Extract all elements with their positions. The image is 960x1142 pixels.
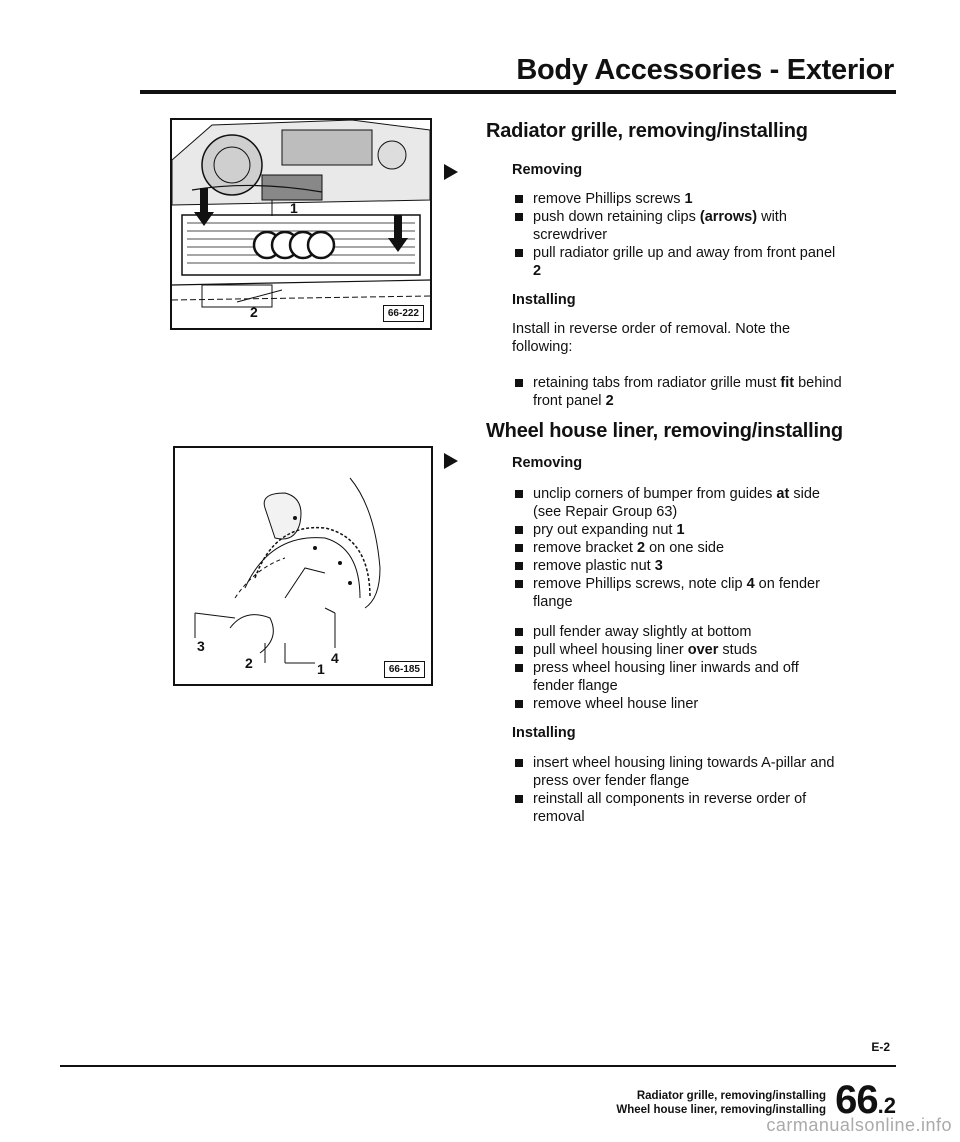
watermark: carmanualsonline.info xyxy=(766,1115,952,1135)
section2-removing-list-b xyxy=(513,623,843,713)
page-reference: E-2 xyxy=(871,1040,890,1054)
figure-pointer-arrow-2 xyxy=(444,453,458,469)
figure2-label-3: 3 xyxy=(197,638,205,654)
figure2-label-2: 2 xyxy=(245,655,253,671)
footer-line-2: Wheel house liner, removing/installing xyxy=(616,1104,826,1116)
section2-removing-heading: Removing xyxy=(512,455,583,471)
list-item: pull wheel housing liner over studs xyxy=(513,641,843,659)
list-item: remove wheel house liner xyxy=(513,695,843,713)
section1-installing-heading: Installing xyxy=(512,292,576,308)
figure-radiator-grille xyxy=(170,118,432,330)
figure1-label-1: 1 xyxy=(290,200,298,216)
radiator-grille-illustration xyxy=(172,120,430,328)
section2-installing-heading: Installing xyxy=(512,725,576,741)
list-item: pull radiator grille up and away from front panel 2 xyxy=(513,244,843,280)
figure2-label-4: 4 xyxy=(331,650,339,666)
list-item: remove plastic nut 3 xyxy=(513,557,843,575)
list-item: retaining tabs from radiator grille must fit behind front panel 2 xyxy=(513,374,843,410)
page-title: Body Accessories - Exterior xyxy=(516,54,894,86)
figure2-label-1: 1 xyxy=(317,661,325,677)
list-item: pry out expanding nut 1 xyxy=(513,521,843,539)
list-item: unclip corners of bumper from guides at side (see Repair Group 63) xyxy=(513,485,843,521)
figure-wheel-house-liner xyxy=(173,446,433,686)
header-rule xyxy=(140,90,896,94)
list-item: remove Phillips screws, note clip 4 on fender flange xyxy=(513,575,843,611)
figure1-label-2: 2 xyxy=(250,304,258,320)
list-item: reinstall all components in reverse order of removal xyxy=(513,790,843,826)
section2-removing-list-a xyxy=(513,485,843,611)
page-number-sub: .2 xyxy=(877,1093,896,1118)
figure-pointer-arrow-1 xyxy=(444,164,458,180)
page-number-main: 66 xyxy=(835,1078,878,1122)
footer-section-titles xyxy=(616,1089,826,1117)
list-item: push down retaining clips (arrows) with screwdriver xyxy=(513,208,843,244)
section2-title: Wheel house liner, removing/installing xyxy=(486,420,843,442)
section1-removing-list xyxy=(513,190,843,280)
list-item: remove Phillips screws 1 xyxy=(513,190,843,208)
footer-rule xyxy=(60,1065,896,1067)
list-item: press wheel housing liner inwards and off fender flange xyxy=(513,659,843,695)
section1-removing-heading: Removing xyxy=(512,162,583,178)
figure1-code: 66-222 xyxy=(383,305,424,322)
wheel-house-liner-illustration xyxy=(175,448,431,684)
footer-line-1: Radiator grille, removing/installing xyxy=(636,1090,826,1102)
figure2-code: 66-185 xyxy=(384,661,425,678)
section1-installing-text: Install in reverse order of removal. Note the following: xyxy=(512,321,791,355)
list-item: pull fender away slightly at bottom xyxy=(513,623,843,641)
list-item: insert wheel housing lining towards A-pillar and press over fender flange xyxy=(513,754,843,790)
section1-installing-list xyxy=(513,374,843,410)
section2-installing-list xyxy=(513,754,843,826)
section1-title: Radiator grille, removing/installing xyxy=(486,120,808,142)
list-item: remove bracket 2 on one side xyxy=(513,539,843,557)
